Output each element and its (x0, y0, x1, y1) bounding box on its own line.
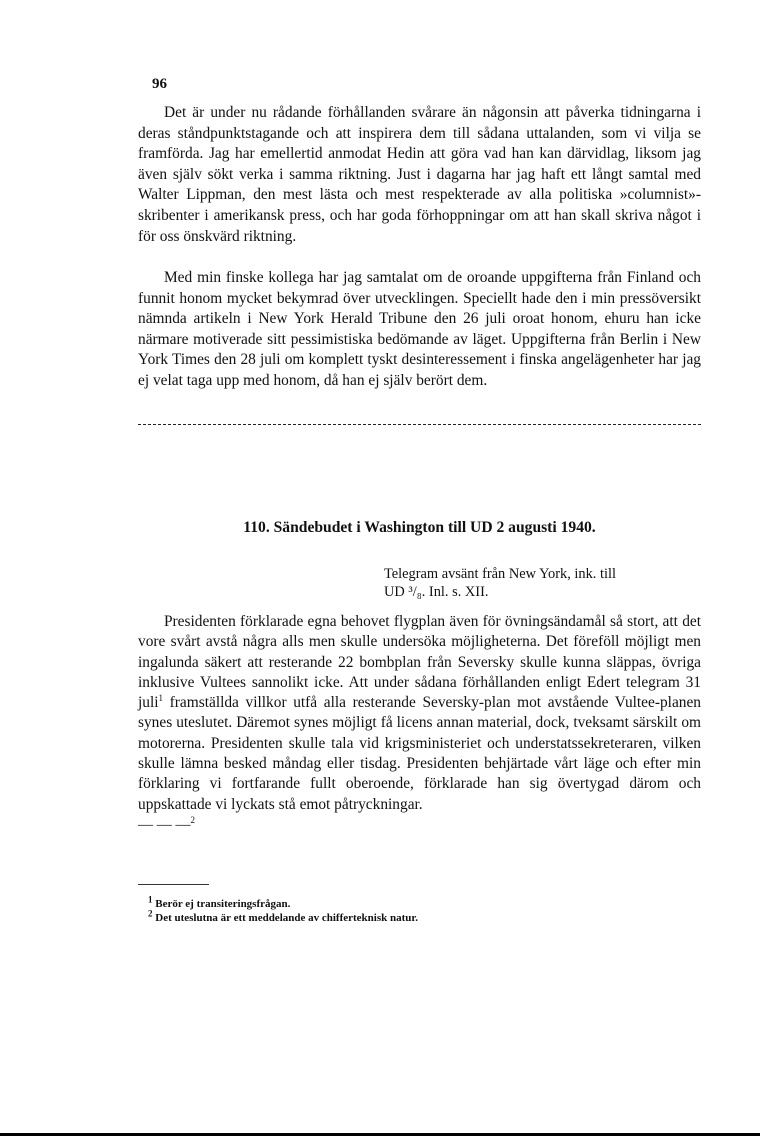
section-separator (138, 424, 701, 425)
telegram-note-line-2: UD ³/₈. Inl. s. XII. (384, 583, 489, 600)
body-paragraph-2: Med min finske kollega har jag samtalat om de oroande uppgifterna från Finland och funnit honom mycket bekymrad över utvecklingen. Speciellt hade den i min pressöversikt nämnda artikeln i New York Herald Tribune den 26 juli oroat honom, ehuru han icke närmare motiverade sitt pessimistiska bedömande av läget. Uppgifterna från Berlin i New York Times den 28 juli om komplett tyskt desinteressement i finska angelägenheter har jag ej velat taga upp med honom, då han ej själv berört dem. (138, 269, 701, 389)
footnote-1-text: Berör ej transiteringsfrågan. (155, 898, 291, 910)
closing-dashes: — — — (138, 816, 191, 833)
body-paragraph-1: Det är under nu rådande förhållanden svårare än någonsin att påverka tidningarna i deras ståndpunktstagande och att inspirera dem till sådana uttalanden, som vi vilja se framförda. Jag har emellertid anmodat Hedin att göra vad han kan därvidlag, liksom jag även själv sökt verka i samma riktning. Just i dagarna har jag haft ett långt samtal med Walter Lippman, den mest lästa och mest respekterade av alla politiska »columnist»-skribenter i amerikansk press, och har goda förhoppningar om att han skall skriva något i för oss önskvärd riktning. (138, 104, 701, 245)
footnote-ref-1: 1 (158, 693, 164, 704)
footnote-1 (148, 894, 701, 912)
paragraph-3-part-b: framställda villkor utfå alla resterande Seversky-plan mot avstående Vultee-planen synes uteslutet. Däremot synes möjligt få licens annan material, dock, tveksamt särskilt om motorerna. Presidenten skulle tala vid krigsministeriet och understatssekreteraren, vilken skulle lämna besked måndag eller tisdag. Presidenten behjärtade vårt läge och efter min förklaring vi fortfarande fullt oberoende, förklarade han sig övertygad därom och uppskattade vi lyckats stå emot påtryckningar. (138, 694, 701, 813)
document-heading: 110. Sändebudet i Washington till UD 2 augusti 1940. (243, 519, 596, 536)
body-paragraph-3 (138, 612, 701, 835)
footnote-2-marker: 2 (148, 907, 153, 918)
footnote-2 (148, 907, 701, 926)
telegram-note (384, 566, 701, 601)
telegram-note-line-1: Telegram avsänt från New York, ink. till (384, 566, 616, 582)
footnote-ref-2: 2 (190, 814, 195, 825)
footnotes (148, 894, 701, 925)
footnote-2-text: Det uteslutna är ett meddelande av chifferteknisk natur. (155, 911, 419, 924)
footnote-rule (138, 884, 209, 885)
paragraph-3-part-a: Presidenten förklarade egna behovet flygplan även för övningsändamål så stort, att det vore svårt avstå några alls men skulle undersöka möjligheterna. Det föreföll möjligt men ingalunda säkert att resterande 22 bombplan från Seversky skulle kunna släppas, övriga inklusive Vultees sannolikt icke. Att under sådana förhållanden enligt Edert telegram 31 juli (138, 613, 701, 712)
footnote-1-marker: 1 (148, 894, 153, 905)
page-number: 96 (152, 76, 167, 92)
